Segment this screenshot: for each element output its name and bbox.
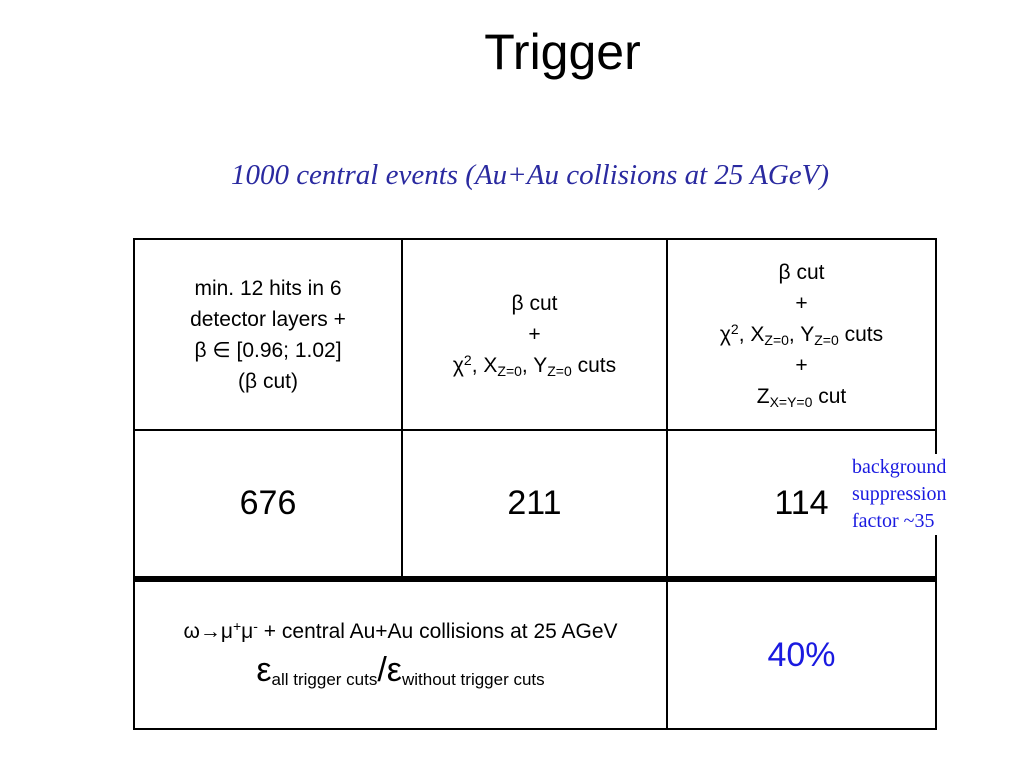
efficiency-description-cell [134, 579, 667, 729]
cut-line-3: β ∈ [0.96; 1.02] [194, 338, 342, 362]
beta-cut-label: β cut [778, 261, 825, 284]
value-cell-basic: 676 [134, 430, 402, 579]
cut-line-2: detector layers + [190, 307, 346, 331]
chi2-cuts-label: $\chi^2$, $X_{Z=0}$, $Y_{Z=0}$ cuts [719, 321, 884, 348]
plus-sign: + [795, 292, 808, 315]
reaction-label: ω→μ+μ- + central Au+Au collisions at 25 AGeV [183, 618, 618, 643]
header-cell-basic-cut [134, 239, 402, 430]
note-line: factor ~35 [852, 510, 935, 532]
value-cell-z: 114 [667, 430, 936, 579]
table-header-row [134, 239, 936, 430]
header-cell-z-cut [667, 239, 936, 430]
table-efficiency-row [134, 579, 936, 729]
slide-title: Trigger [484, 24, 641, 80]
z-cut-label: $Z_{X=Y=0}$ cut [756, 385, 847, 410]
beta-cut-label: β cut [511, 292, 558, 315]
note-line: background [852, 456, 947, 478]
chi2-cuts-label: $\chi^2$, $X_{Z=0}$, $Y_{Z=0}$ cuts [452, 352, 617, 379]
plus-sign: + [795, 354, 808, 377]
efficiency-formula: $\varepsilon_{all trigger cuts}/\varepsilon_{without trigger cuts}$ [256, 651, 545, 689]
note-line: suppression [852, 483, 947, 505]
value-cell-chi2: 211 [402, 430, 667, 579]
plus-sign: + [528, 323, 541, 346]
slide-subtitle: 1000 central events (Au+Au collisions at 25 AGeV) [230, 159, 830, 191]
table-values-row [134, 430, 936, 579]
cut-line-4: (β cut) [238, 369, 298, 393]
suppression-note [846, 454, 977, 535]
efficiency-value: 40% [667, 579, 936, 729]
header-cell-chi2-cut [402, 239, 667, 430]
trigger-table [133, 238, 937, 730]
cut-line-1: min. 12 hits in 6 [194, 276, 342, 300]
